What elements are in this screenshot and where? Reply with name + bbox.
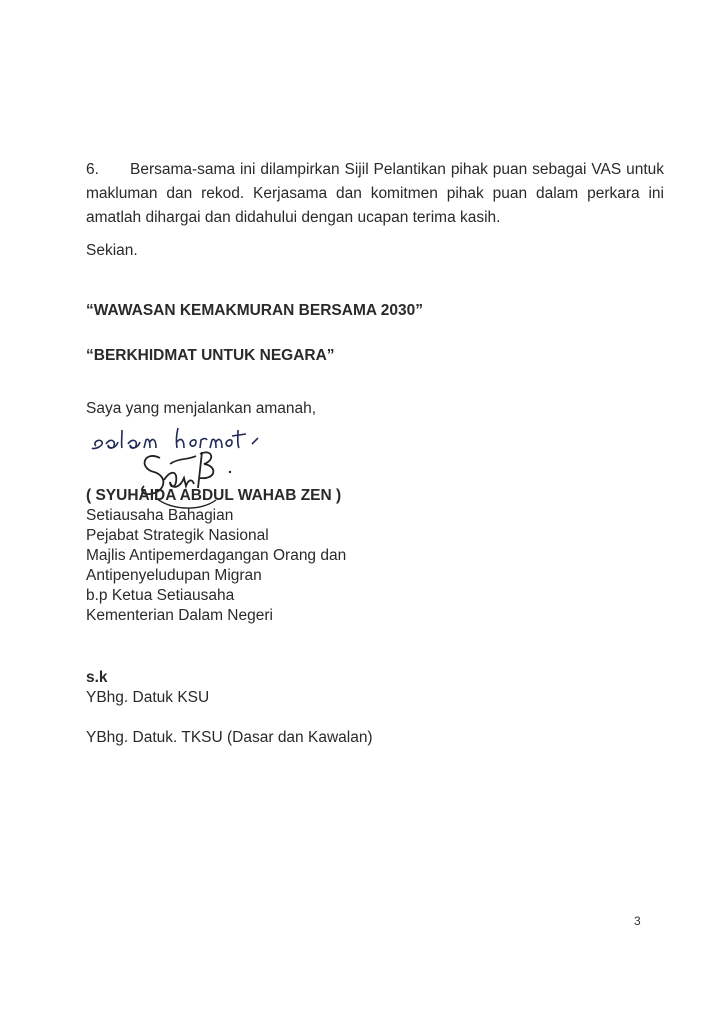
signatory-council-line-2: Antipenyeludupan Migran [86,567,262,584]
signatory-office: Pejabat Strategik Nasional [86,527,269,544]
cc-recipient: YBhg. Datuk KSU [86,689,210,706]
signatory-council-line-1: Majlis Antipemerdagangan Orang dan [86,547,347,564]
paragraph-text: Bersama-sama ini dilampirkan Sijil Pelantikan pihak puan sebagai VAS untuk makluman dan rekod. Kerjasama dan komitmen pihak puan dalam perkara ini amatlah dihargai dan didahului dengan ucapan terima kasih. [86,161,664,226]
paragraph-6 [86,158,664,230]
page-number: 3 [634,914,641,928]
signatory-ministry: Kementerian Dalam Negeri [86,607,273,624]
closing-text: Sekian. [86,242,138,259]
paragraph-number: 6. [86,161,99,178]
cc-recipient: YBhg. Datuk. TKSU (Dasar dan Kawalan) [86,729,373,746]
motto-berkhidmat: “BERKHIDMAT UNTUK NEGARA” [86,347,335,364]
motto-wawasan: “WAWASAN KEMAKMURAN BERSAMA 2030” [86,302,424,319]
cc-label: s.k [86,669,108,686]
trust-line: Saya yang menjalankan amanah, [86,400,317,417]
cc-block [86,668,373,748]
signatory-block [86,486,346,626]
signatory-on-behalf: b.p Ketua Setiausaha [86,587,235,604]
signatory-name: ( SYUHAIDA ABDUL WAHAB ZEN ) [86,487,342,504]
signatory-title: Setiausaha Bahagian [86,507,234,524]
